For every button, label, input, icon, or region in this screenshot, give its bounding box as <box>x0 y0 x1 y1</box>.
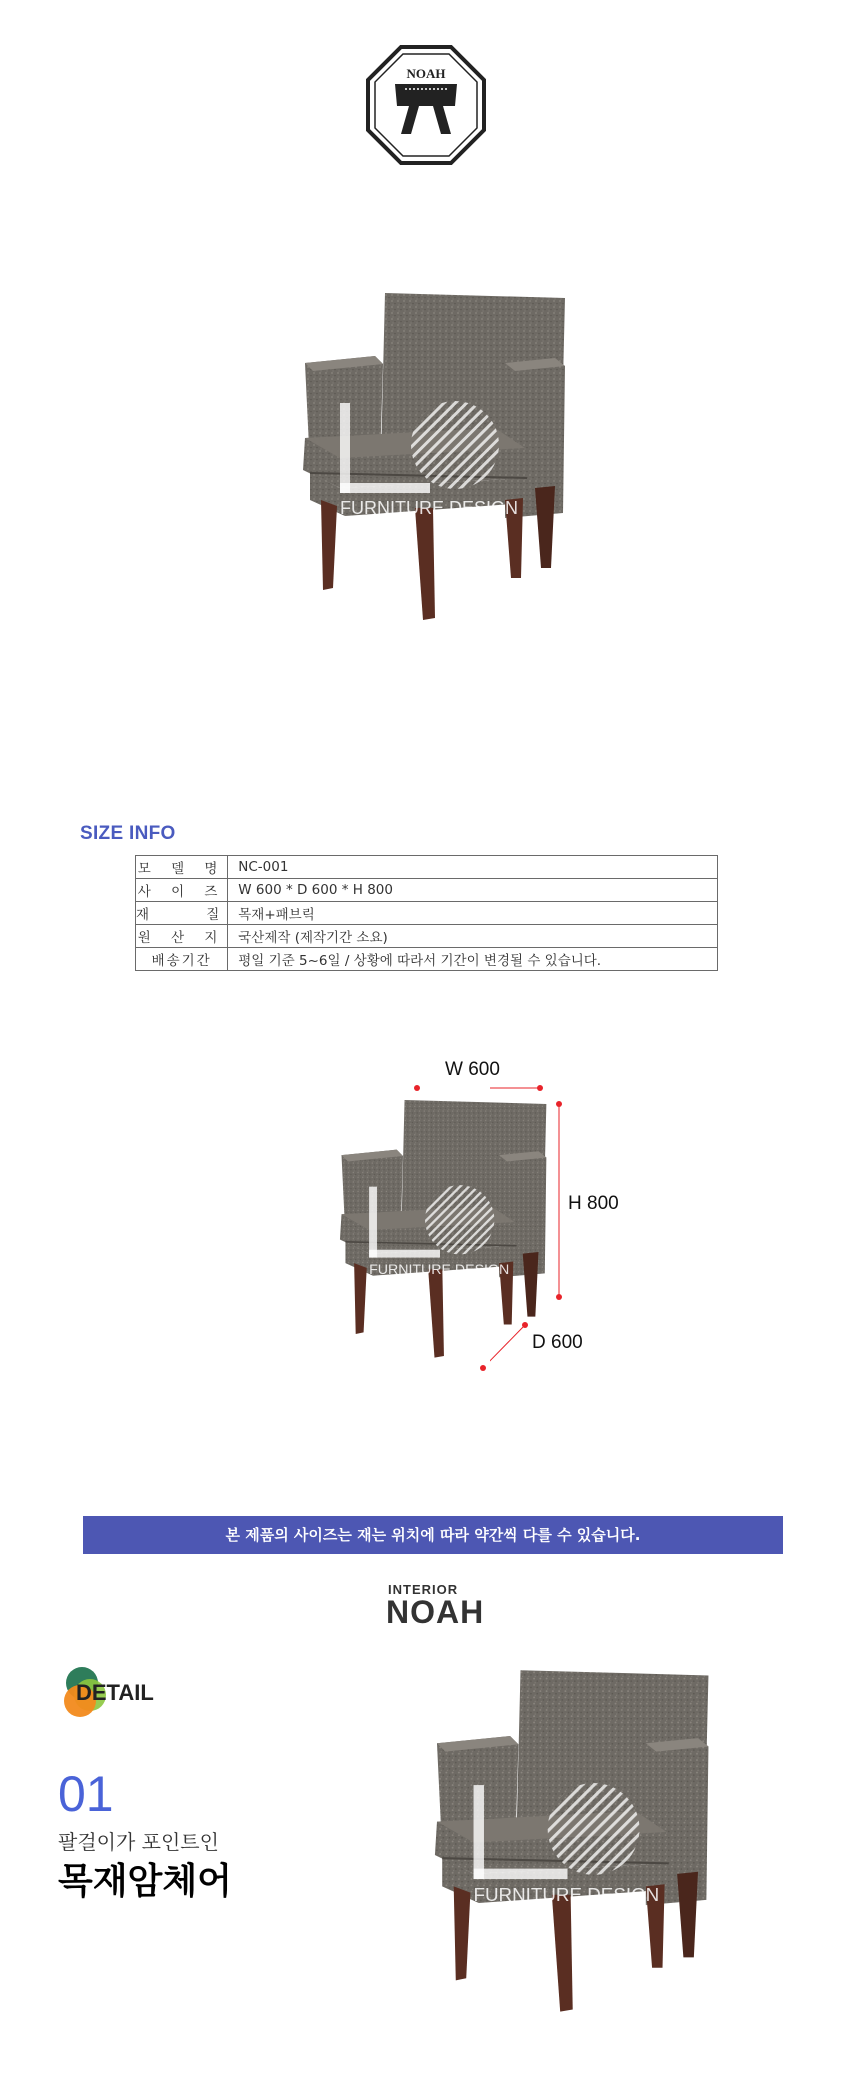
detail-title: 목재암체어 <box>58 1861 232 1902</box>
spec-label: 재 질 <box>136 902 228 925</box>
table-row <box>136 948 718 971</box>
watermark-text: FURNITURE DESIGN <box>473 1883 660 1905</box>
noah-logo <box>365 44 487 166</box>
dimension-width: W 600 <box>445 1059 500 1080</box>
table-row <box>136 902 718 925</box>
spec-value: NC-001 <box>228 856 718 879</box>
size-notice-bar: 본 제품의 사이즈는 재는 위치에 따라 약간씩 다를 수 있습니다. <box>83 1516 783 1554</box>
interior-logo-small: INTERIOR <box>388 1582 459 1597</box>
table-row <box>136 879 718 902</box>
spec-value: W 600 * D 600 * H 800 <box>228 879 718 902</box>
spec-value: 목재+패브릭 <box>228 902 718 925</box>
detail-subtitle: 팔걸이가 포인트인 <box>58 1830 219 1854</box>
size-info-title: SIZE INFO <box>80 823 176 844</box>
watermark-text: FURNITURE DESIGN <box>369 1262 510 1279</box>
dimension-height: H 800 <box>568 1193 619 1214</box>
spec-value: 국산제작 (제작기간 소요) <box>228 925 718 948</box>
spec-value: 평일 기준 5~6일 / 상황에 따라서 기간이 변경될 수 있습니다. <box>228 948 718 971</box>
detail-label: DETAIL <box>76 1680 154 1705</box>
logo-text: NOAH <box>406 66 446 81</box>
dimension-depth: D 600 <box>532 1332 583 1353</box>
table-row <box>136 856 718 879</box>
spec-label: 모 델 명 <box>136 856 228 879</box>
product-photo-detail <box>395 1665 740 2020</box>
spec-table <box>135 855 718 971</box>
detail-number: 01 <box>58 1766 114 1822</box>
spec-label: 사 이 즈 <box>136 879 228 902</box>
watermark-text: FURNITURE DESIGN <box>340 498 519 518</box>
table-row <box>136 925 718 948</box>
spec-label: 원 산 지 <box>136 925 228 948</box>
interior-logo-big: NOAH <box>386 1594 485 1630</box>
product-photo-main <box>265 288 595 628</box>
spec-label: 배송기간 <box>136 948 228 971</box>
